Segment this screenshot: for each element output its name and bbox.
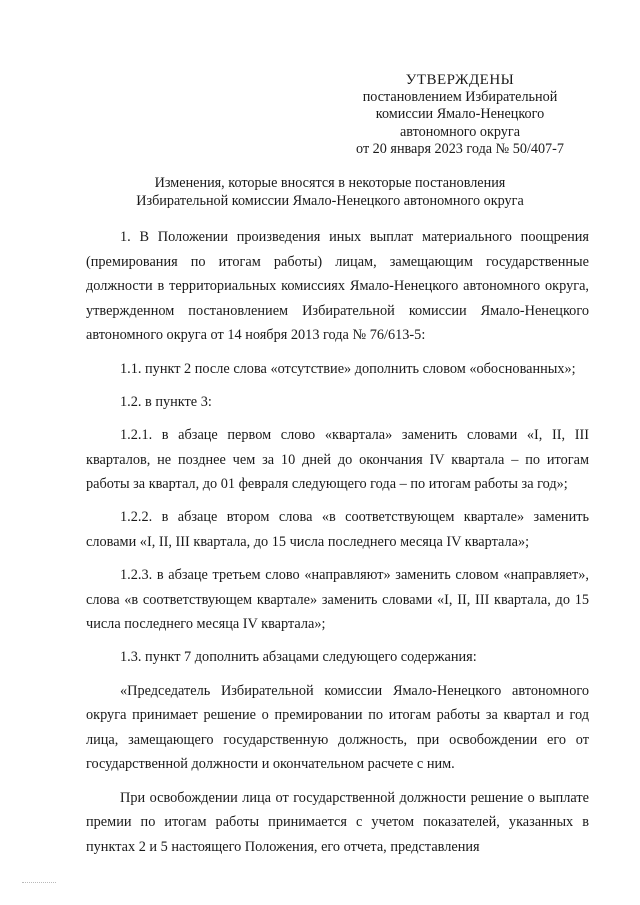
paragraph-1-2-3: 1.2.3. в абзаце третьем слово «направляют» заменить словом «направляет», слова «в соответствующем квартале» заменить словами «I, II, III квартала, до 15 числа последнего месяца IV квартала»; xyxy=(86,567,589,633)
paragraph-quote-2: При освобождении лица от государственной должности решение о выплате премии по итогам работы принимается с учетом показателей, указанных в пунктах 2 и 5 настоящего Положения, его отчета, представления xyxy=(86,789,589,855)
paragraph-quote-1: «Председатель Избирательной комиссии Ямало-Ненецкого автономного округа принимает решение о премировании по итогам работы за квартал и год лица, замещающего государственную должность, при освобождении его от государственной должности и окончательном расчете с ним. xyxy=(86,682,589,773)
title-line-2: Избирательной комиссии Ямало-Ненецкого автономного округа xyxy=(136,193,524,209)
paragraph-1: 1. В Положении произведения иных выплат материального поощрения (премирования по итогам работы) лицам, замещающим государственные должности в территориальных комиссиях Ямало-Ненецкого автономного округа, утвержденном постановлением Избирательной комиссии Ямало-Ненецкого автономного округа от 14 ноября 2013 года № 76/613-5: xyxy=(86,229,589,344)
approval-line-3: автономного округа xyxy=(399,123,521,140)
approval-heading: УТВЕРЖДЕНЫ xyxy=(405,72,515,88)
paragraph-1-2: 1.2. в пункте 3: xyxy=(120,393,212,410)
paragraph-1-3: 1.3. пункт 7 дополнить абзацами следующего содержания: xyxy=(120,649,477,666)
approval-line-1: постановлением Избирательной xyxy=(362,89,558,106)
paragraph-1-2-2: 1.2.2. в абзаце втором слова «в соответствующем квартале» заменить словами «I, II, III квартала, до 15 числа последнего месяца IV квартала»; xyxy=(86,509,589,550)
paragraph-1-1: 1.1. пункт 2 после слова «отсутствие» дополнить словом «обоснованных»; xyxy=(120,360,576,377)
title-line-1: Изменения, которые вносятся в некоторые постановления xyxy=(154,175,506,191)
approval-stamp-block xyxy=(330,72,590,158)
approval-line-2: комиссии Ямало-Ненецкого xyxy=(375,106,545,123)
page-edge-mark xyxy=(22,880,56,883)
document-title xyxy=(70,174,590,210)
document-body xyxy=(86,225,589,868)
approval-line-4: от 20 января 2023 года № 50/407-7 xyxy=(356,140,564,157)
paragraph-1-2-1: 1.2.1. в абзаце первом слово «квартала» заменить словами «I, II, III кварталов, не позднее чем за 10 дней до окончания IV квартала – по итогам работы за квартал, до 01 февраля следующего года – по итогам работы за год»; xyxy=(86,426,589,493)
